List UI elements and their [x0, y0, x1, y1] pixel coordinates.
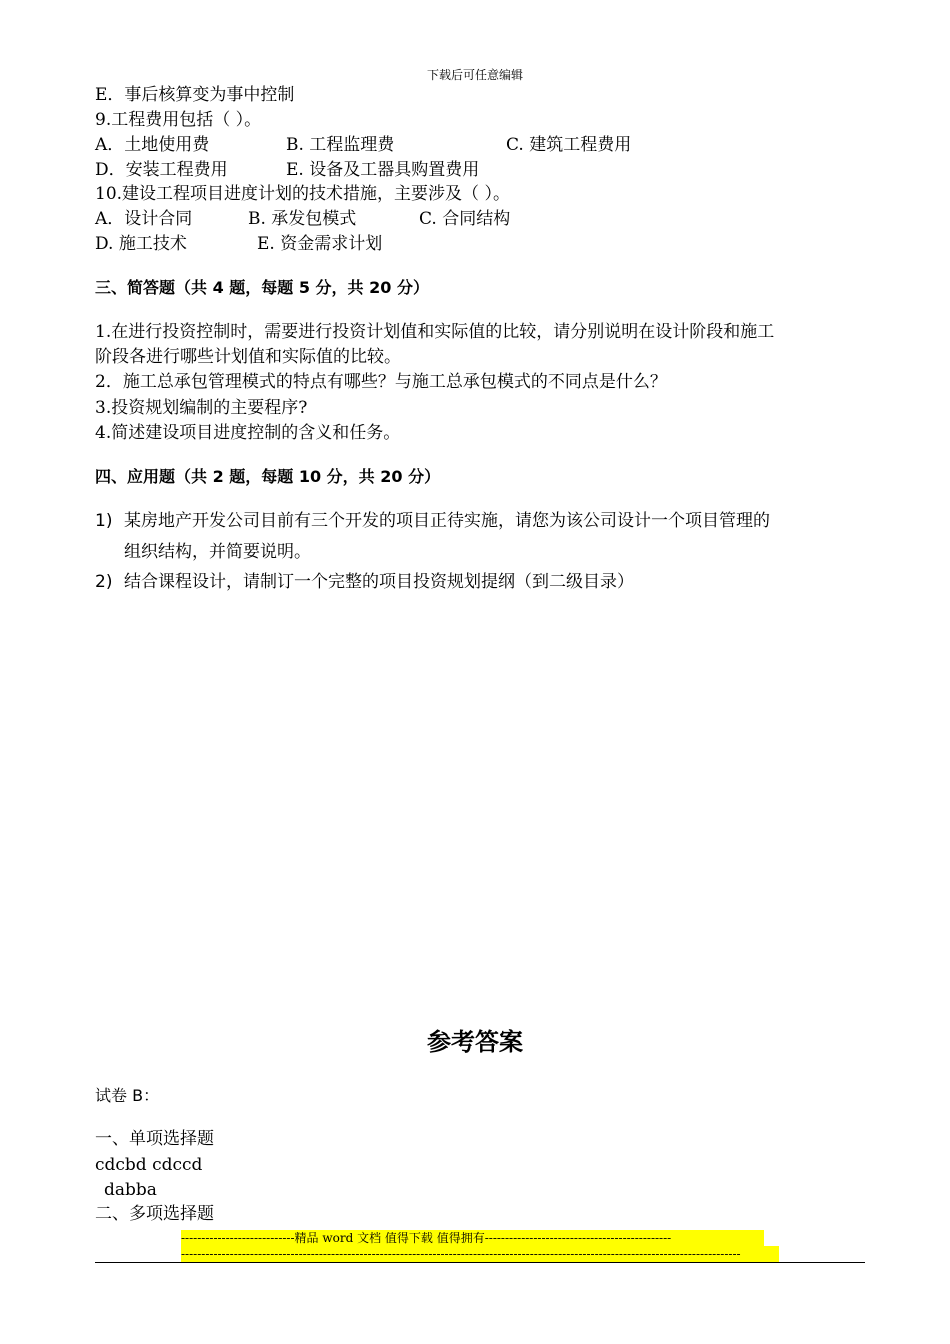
q10-stem: 10.建设工程项目进度计划的技术措施，主要涉及（ ）。: [95, 184, 510, 204]
footer-banner-line-1: ----------------------------精品 word 文档 值得下载 值得拥有----------------------------------------------: [181, 1230, 764, 1246]
section-4-heading: 四、应用题（共 2 题，每题 10 分，共 20 分）: [95, 467, 441, 486]
section-3-item: 1.在进行投资控制时，需要进行投资计划值和实际值的比较，请分别说明在设计阶段和施工: [95, 322, 775, 342]
footer-banner-line-2: ------------------------------------------------------------------------------------------------------------------------------------------: [181, 1246, 779, 1262]
section-3-item: 4.简述建设项目进度控制的含义和任务。: [95, 423, 401, 443]
q9-option-b: B. 工程监理费: [286, 135, 395, 155]
q10-option-d: D. 施工技术: [95, 234, 187, 254]
section-3-heading: 三、简答题（共 4 题，每题 5 分，共 20 分）: [95, 278, 429, 297]
q9-option-e: E. 设备及工器具购置费用: [286, 160, 480, 180]
section-4-item-2-text: 结合课程设计，请制订一个完整的项目投资规划提纲（到二级目录）: [124, 572, 634, 592]
section-4-item-1-text-cont: 组织结构，并简要说明。: [124, 542, 311, 562]
answers-part-1-heading: 一、单项选择题: [95, 1129, 214, 1149]
answers-title: 参考答案: [427, 1028, 523, 1056]
section-4-item-1-text: 某房地产开发公司目前有三个开发的项目正待实施，请您为该公司设计一个项目管理的: [124, 511, 770, 531]
footer-rule: [95, 1262, 865, 1263]
q10-option-e: E. 资金需求计划: [257, 234, 383, 254]
q9-option-c: C. 建筑工程费用: [506, 135, 632, 155]
q9-option-d: D．安装工程费用: [95, 160, 228, 180]
section-3-item: 2．施工总承包管理模式的特点有哪些？与施工总承包模式的不同点是什么？: [95, 372, 667, 392]
section-3-item: 3.投资规划编制的主要程序?: [95, 398, 308, 418]
section-4-item-2-number: 2): [95, 572, 113, 592]
q10-option-b: B. 承发包模式: [248, 209, 357, 229]
q8-option-e: E．事后核算变为事中控制: [95, 85, 295, 105]
page-header-note: 下载后可任意编辑: [426, 68, 523, 82]
answers-part-2-heading: 二、多项选择题: [95, 1204, 214, 1224]
answers-row: cdcbd cdccd: [95, 1155, 203, 1175]
q9-stem: 9.工程费用包括（ ）。: [95, 110, 262, 130]
q10-option-a: A．设计合同: [95, 209, 193, 229]
section-3-item: 阶段各进行哪些计划值和实际值的比较。: [95, 347, 401, 367]
answers-row: dabba: [104, 1180, 157, 1200]
section-4-item-1-number: 1): [95, 511, 113, 531]
answers-paper-label: 试卷 B：: [95, 1086, 160, 1105]
q10-option-c: C. 合同结构: [419, 209, 511, 229]
q9-option-a: A．土地使用费: [95, 135, 210, 155]
